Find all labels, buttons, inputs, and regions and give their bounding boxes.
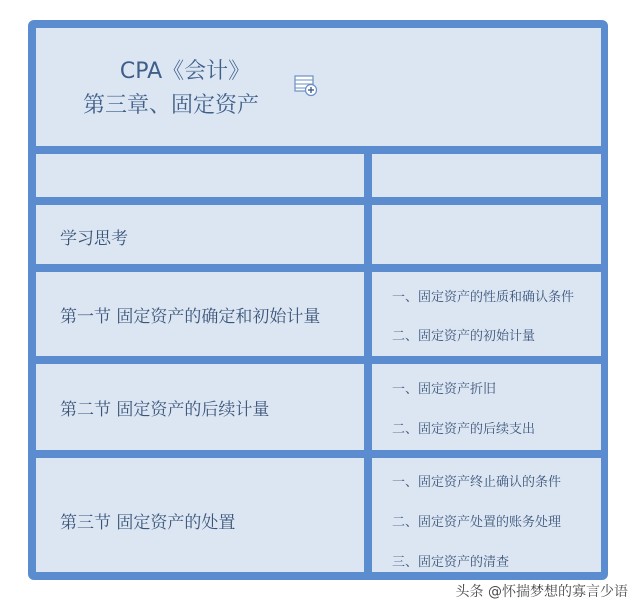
- section-3-label: 第三节 固定资产的处置: [60, 513, 236, 533]
- section-3-item-2: 二、固定资产处置的账务处理: [392, 515, 562, 530]
- title-cell: [36, 28, 601, 146]
- table-note-icon[interactable]: [294, 75, 318, 97]
- section-2-item-1: 一、固定资产折旧: [392, 382, 497, 397]
- title-line-1: CPA《会计》: [119, 59, 251, 84]
- section-2-items-cell: [372, 364, 601, 450]
- title-line-2: 第三章、固定资产: [83, 93, 260, 118]
- watermark: 头条 @怀揣梦想的寡言少语: [455, 584, 628, 600]
- section-1-item-1: 一、固定资产的性质和确认条件: [392, 290, 575, 305]
- section-1-label: 第一节 固定资产的确定和初始计量: [60, 307, 321, 327]
- study-label: 学习思考: [60, 229, 128, 249]
- empty-left-cell: [36, 154, 364, 197]
- section-2-label: 第二节 固定资产的后续计量: [60, 400, 270, 420]
- empty-right-cell: [372, 154, 601, 197]
- study-right-cell: [372, 205, 601, 264]
- section-2-item-2: 二、固定资产的后续支出: [392, 422, 536, 437]
- section-1-item-2: 二、固定资产的初始计量: [392, 329, 536, 344]
- section-3-item-1: 一、固定资产终止确认的条件: [392, 475, 562, 490]
- section-3-item-3: 三、固定资产的清查: [392, 555, 510, 570]
